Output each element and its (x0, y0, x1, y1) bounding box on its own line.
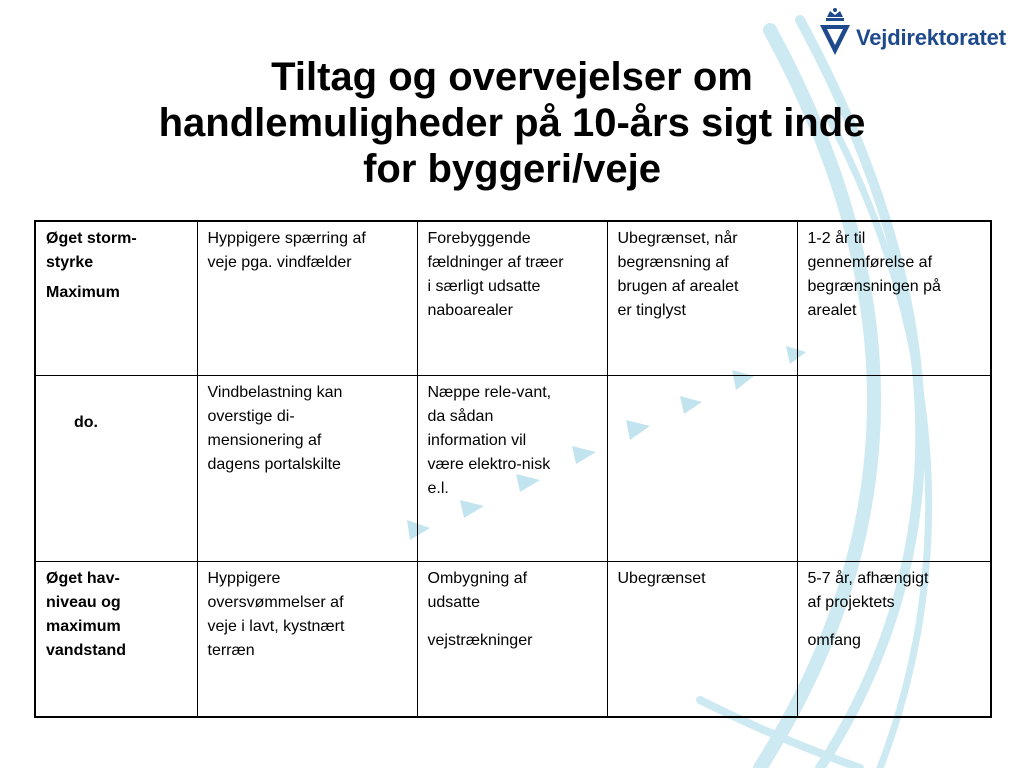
logo-text: Vejdirektoratet (856, 25, 1006, 50)
table-row (35, 221, 991, 375)
cell-text: veje i lavt, kystnært (207, 617, 345, 635)
cell-text: vejstrækninger (427, 631, 533, 649)
cell-text: begrænsning af (617, 254, 729, 271)
cell-text: Øget storm- (46, 230, 137, 247)
table-cell (417, 221, 607, 375)
table-cell (35, 561, 197, 717)
measures-table (34, 220, 992, 718)
measures-table-wrapper (34, 220, 990, 716)
cell-text: i særligt udsatte (427, 278, 541, 295)
table-cell (797, 221, 991, 375)
table-cell (35, 221, 197, 375)
cell-text: Vindbelastning kan (207, 383, 343, 401)
cell-text: begrænsningen på (807, 278, 941, 295)
page-title (80, 54, 944, 192)
cell-text: overstige di- (207, 407, 295, 425)
cell-text: brugen af arealet (617, 278, 739, 295)
cell-text: Hyppigere (207, 569, 281, 587)
table-row (35, 375, 991, 561)
cell-text: vandstand (46, 641, 127, 659)
cell-text: e.l. (427, 479, 449, 497)
table-cell (197, 375, 417, 561)
table-row (35, 561, 991, 717)
table-cell (417, 561, 607, 717)
table-cell (607, 221, 797, 375)
table-cell (797, 375, 991, 561)
cell-text: Hyppigere spærring af (207, 230, 366, 247)
cell-text: veje pga. vindfælder (207, 254, 352, 271)
cell-text: Øget hav- (46, 569, 120, 587)
cell-text: Ubegrænset (617, 569, 706, 587)
crown-shield-icon (818, 7, 852, 57)
cell-text: Maximum (46, 284, 120, 301)
cell-text: mensionering af (207, 431, 322, 449)
table-cell (197, 221, 417, 375)
table-cell (417, 375, 607, 561)
cell-text: udsatte (427, 593, 480, 611)
table-cell (197, 561, 417, 717)
cell-text: være elektro-nisk (427, 455, 551, 473)
cell-text: gennemførelse af (807, 254, 933, 271)
cell-text: naboarealer (427, 302, 513, 319)
cell-text: terræn (207, 641, 255, 659)
cell-text: information vil (427, 431, 527, 449)
title-line: Tiltag og overvejelser om (271, 55, 753, 99)
cell-text: niveau og (46, 593, 121, 611)
cell-text: Ombygning af (427, 569, 528, 587)
cell-text: Forebyggende (427, 230, 531, 247)
vejdirektoratet-logo (818, 6, 1018, 58)
table-cell (607, 375, 797, 561)
cell-text: fældninger af træer (427, 254, 564, 271)
cell-text: af projektets (807, 593, 895, 611)
cell-text: dagens portalskilte (207, 455, 341, 473)
title-line: handlemuligheder på 10-års sigt inde (158, 101, 866, 145)
cell-text: arealet (807, 302, 857, 319)
cell-text: maximum (46, 617, 121, 635)
cell-text: da sådan (427, 407, 494, 425)
cell-text: 5-7 år, afhængigt (807, 569, 929, 587)
table-cell (607, 561, 797, 717)
cell-text: do. (74, 413, 98, 431)
table-cell (797, 561, 991, 717)
cell-text: styrke (46, 254, 94, 271)
cell-text: 1-2 år til (807, 230, 866, 247)
cell-text: Ubegrænset, når (617, 230, 738, 247)
cell-text: Næppe rele-vant, (427, 383, 552, 401)
title-line: for byggeri/veje (363, 147, 661, 191)
table-cell (35, 375, 197, 561)
cell-text: er tinglyst (617, 302, 686, 319)
cell-text: oversvømmelser af (207, 593, 344, 611)
cell-text: omfang (807, 631, 861, 649)
